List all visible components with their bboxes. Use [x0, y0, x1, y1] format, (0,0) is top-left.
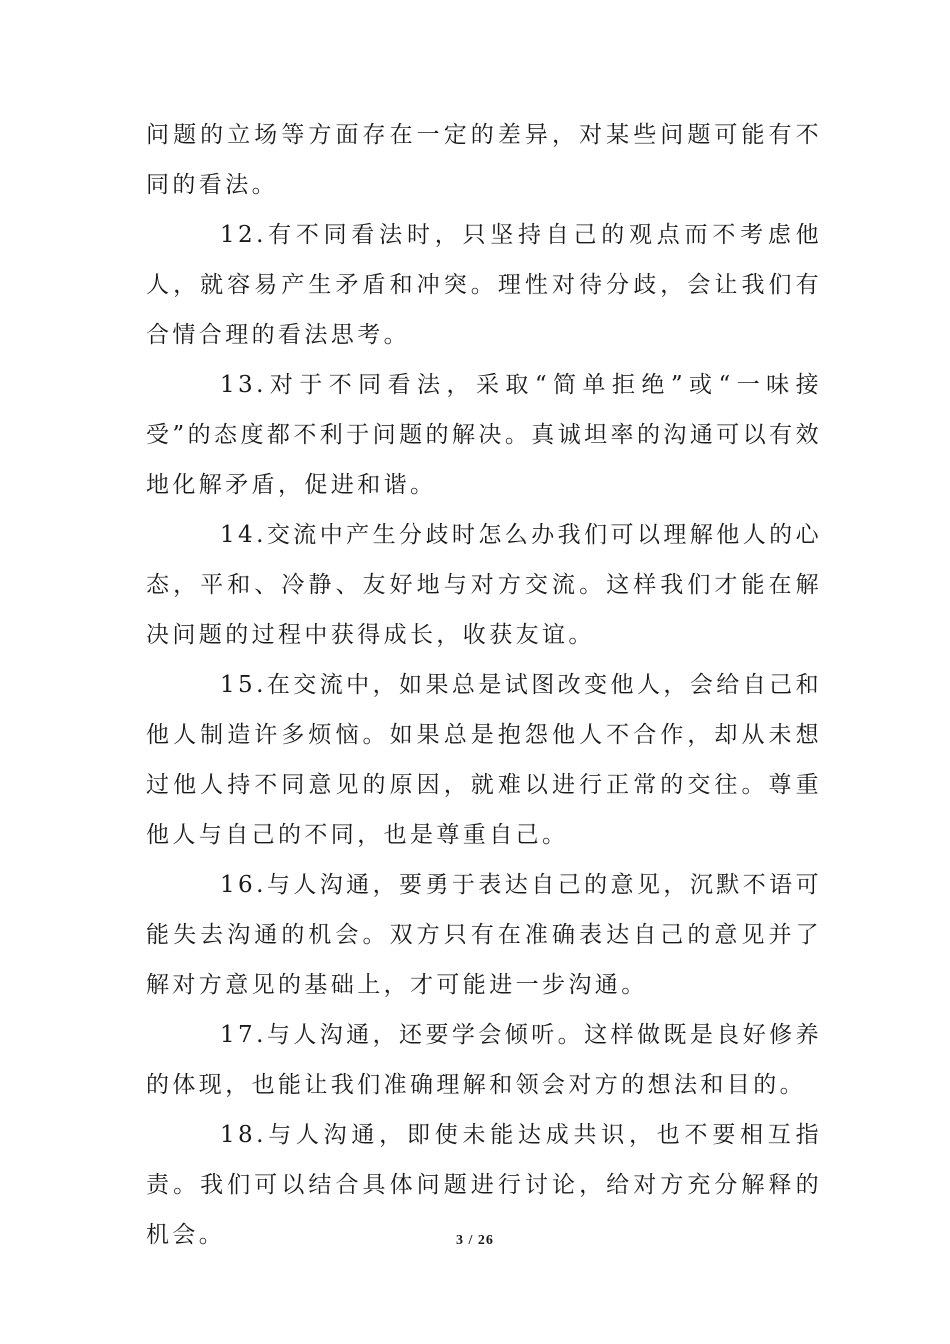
page-number: 3 / 26 [456, 1233, 494, 1248]
paragraph-item-15: 15.在交流中，如果总是试图改变他人，会给自己和他人制造许多烦恼。如果总是抱怨他人不合作，却从未想过他人持不同意见的原因，就难以进行正常的交往。尊重他人与自己的不同，也是尊重自己。 [146, 672, 822, 848]
paragraph-item-12: 12.有不同看法时，只坚持自己的观点而不考虑他人，就容易产生矛盾和冲突。理性对待分歧，会让我们有合情合理的看法思考。 [146, 222, 822, 348]
paragraph-item-18: 18.与人沟通，即使未能达成共识，也不要相互指责。我们可以结合具体问题进行讨论，给对方充分解释的机会。 [146, 1122, 822, 1248]
paragraph-item-17: 17.与人沟通，还要学会倾听。这样做既是良好修养的体现，也能让我们准确理解和领会对方的想法和目的。 [146, 1022, 822, 1098]
paragraph-item-13: 13.对于不同看法，采取“简单拒绝”或“一味接受”的态度都不利于问题的解决。真诚坦率的沟通可以有效地化解矛盾，促进和谐。 [146, 372, 822, 498]
paragraph-item-16: 16.与人沟通，要勇于表达自己的意见，沉默不语可能失去沟通的机会。双方只有在准确表达自己的意见并了解对方意见的基础上，才可能进一步沟通。 [146, 872, 822, 998]
document-body [146, 110, 822, 1260]
paragraph-item-14: 14.交流中产生分歧时怎么办我们可以理解他人的心态，平和、冷静、友好地与对方交流。这样我们才能在解决问题的过程中获得成长，收获友谊。 [146, 522, 822, 648]
paragraph-continuation: 问题的立场等方面存在一定的差异，对某些问题可能有不同的看法。 [146, 122, 822, 198]
